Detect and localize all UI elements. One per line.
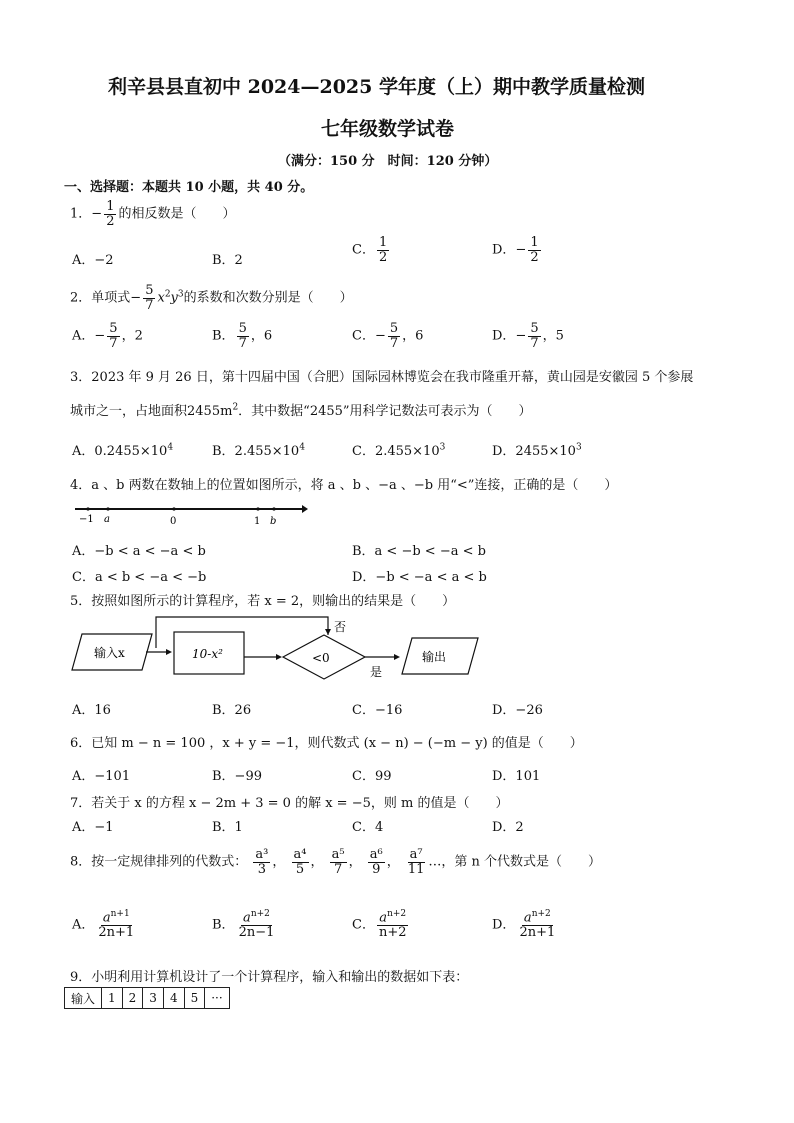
q5-option-d[interactable]: D．−26 xyxy=(492,703,543,718)
point-m1 xyxy=(86,507,89,510)
arrow-icon xyxy=(276,654,282,660)
question-3-line-1: 3．2023 年 9 月 26 日，第十四届中国（合肥）国际园林博览会在我市隆重开幕，黄山园是安徽园 5 个参展 xyxy=(70,370,694,385)
table-cell: 4 xyxy=(163,988,184,1009)
q4-option-a[interactable]: A．−b < a < −a < b xyxy=(72,544,206,559)
arrow-head-icon xyxy=(302,505,308,513)
label-b: b xyxy=(270,516,277,527)
q1-option-c[interactable]: C． $\frac{1}{2}$ xyxy=(352,235,388,265)
q2-option-a[interactable]: A．− $\frac{5}{7}$ ，2 xyxy=(72,321,143,351)
question-3-line-2: 城市之一，占地面积$2455m^2$．其中数据“2455”用科学记数法可表示为（ ） xyxy=(70,402,532,419)
point-a xyxy=(106,507,109,510)
table-cell: 输入 xyxy=(65,988,102,1009)
sequence-term: $\frac{\text{a⁵}}{7}$ xyxy=(331,847,345,877)
q2-option-c[interactable]: C．− $\frac{5}{7}$ ，6 xyxy=(352,321,424,351)
flowchart-figure xyxy=(70,612,480,694)
label-zero: 0 xyxy=(170,516,177,527)
q7-option-d[interactable]: D．2 xyxy=(492,820,524,835)
q6-option-c[interactable]: C．99 xyxy=(352,769,392,784)
section-heading: 一、选择题：本题共 10 小题，共 40 分。 xyxy=(64,180,314,195)
flow-calc-label: 10-x² xyxy=(192,647,223,661)
table-cell: 2 xyxy=(122,988,143,1009)
question-1: 1．− $\frac{1}{2}$ 的相反数是（ ） xyxy=(70,199,236,229)
point-b xyxy=(272,507,275,510)
sequence-term: $\frac{\text{a⁷}}{11}$ xyxy=(407,847,425,877)
fraction: $\frac{1}{2}$ xyxy=(106,199,115,229)
q8-option-c[interactable]: C． $\frac{a^{n+2}}{n+2}$ xyxy=(352,909,407,940)
flow-no-label: 否 xyxy=(334,620,347,634)
q3-option-b[interactable]: B．$2.455\times 10^4$ xyxy=(212,442,305,459)
q7-option-c[interactable]: C．4 xyxy=(352,820,384,835)
exam-subtitle: 七年级数学试卷 xyxy=(321,118,455,140)
q3-option-c[interactable]: C．$2.455\times 10^3$ xyxy=(352,442,446,459)
q7-option-a[interactable]: A．−1 xyxy=(72,820,114,835)
flow-input-label: 输入x xyxy=(94,646,125,660)
input-output-table xyxy=(64,987,230,1009)
question-7: 7．若关于 x 的方程 x − 2m + 3 = 0 的解 x = −5，则 m 的值是（ ） xyxy=(70,796,509,811)
arrow-down-icon xyxy=(325,629,331,635)
label-m1: −1 xyxy=(79,514,94,525)
q6-option-b[interactable]: B．−99 xyxy=(212,769,262,784)
q3-option-d[interactable]: D．$2455\times 10^3$ xyxy=(492,442,582,459)
q8-option-b[interactable]: B． $\frac{a^{n+2}}{2n-1}$ xyxy=(212,909,275,940)
q4-option-b[interactable]: B．a < −b < −a < b xyxy=(352,544,486,559)
label-a: a xyxy=(104,514,110,525)
q4-option-c[interactable]: C．a < b < −a < −b xyxy=(72,570,207,585)
page-title: 利辛县县直初中 2024—2025 学年度（上）期中教学质量检测 xyxy=(108,76,645,98)
number-line-figure xyxy=(70,498,310,528)
q2-option-d[interactable]: D．− $\frac{5}{7}$ ，5 xyxy=(492,321,564,351)
label-one: 1 xyxy=(254,516,261,527)
q4-option-d[interactable]: D．−b < −a < a < b xyxy=(352,570,487,585)
score-time: （满分：150 分 时间：120 分钟） xyxy=(278,154,498,169)
question-9: 9．小明利用计算机设计了一个计算程序，输入和输出的数据如下表： xyxy=(70,970,469,985)
sequence-term: $\frac{\text{a³}}{3}$ xyxy=(255,847,269,877)
flow-yes-label: 是 xyxy=(370,665,383,679)
question-8: 8．按一定规律排列的代数式： $\frac{\text{a³}}{3}$ ， $\frac{\text{a⁴}}{5}$ ， $\frac{\text{a⁵}}{7}$ ， $\frac{\text{a⁶}}{9}$ ， $\frac{\text{a⁷}}{11}$ …，第 n 个代数式是（ ） xyxy=(70,847,602,877)
q5-option-c[interactable]: C．−16 xyxy=(352,703,403,718)
q8-option-a[interactable]: A． $\frac{a^{n+1}}{2n+1}$ xyxy=(72,909,135,940)
question-6: 6．已知 m − n = 100 ，x + y = −1，则代数式 (x − n) − (−m − y) 的值是（ ） xyxy=(70,736,583,751)
question-5: 5．按照如图所示的计算程序，若 x = 2，则输出的结果是（ ） xyxy=(70,594,456,609)
question-4: 4．a 、b 两数在数轴上的位置如图所示，将 a 、b 、−a 、−b 用“<”连接，正确的是（ ） xyxy=(70,478,618,493)
q1-option-d[interactable]: D．− $\frac{1}{2}$ xyxy=(492,235,539,265)
q7-option-b[interactable]: B．1 xyxy=(212,820,243,835)
q6-option-a[interactable]: A．−101 xyxy=(72,769,131,784)
table-cell: ··· xyxy=(205,988,229,1009)
q3-option-a[interactable]: A．$0.2455\times 10^4$ xyxy=(72,442,174,459)
sequence-term: $\frac{\text{a⁴}}{5}$ xyxy=(293,847,307,877)
point-zero xyxy=(172,507,175,510)
q2-option-b[interactable]: B． $\frac{5}{7}$ ，6 xyxy=(212,321,273,351)
flow-condition-label: <0 xyxy=(312,651,330,665)
table-cell: 1 xyxy=(102,988,123,1009)
table-cell: 5 xyxy=(184,988,205,1009)
table-cell: 3 xyxy=(143,988,164,1009)
q6-option-d[interactable]: D．101 xyxy=(492,769,541,784)
arrow-icon xyxy=(394,654,400,660)
q5-option-b[interactable]: B．26 xyxy=(212,703,252,718)
table-row xyxy=(65,988,230,1009)
q8-option-d[interactable]: D． $\frac{a^{n+2}}{2n+1}$ xyxy=(492,909,556,940)
q5-option-a[interactable]: A．16 xyxy=(72,703,111,718)
flow-output-label: 输出 xyxy=(422,650,447,664)
arrow-icon xyxy=(166,649,172,655)
sequence-term: $\frac{\text{a⁶}}{9}$ xyxy=(369,847,383,877)
q1-option-b[interactable]: B．2 xyxy=(212,253,243,268)
question-2: 2．单项式− $\frac{5}{7}$ $x^2y^3$的系数和次数分别是（ ） xyxy=(70,283,353,313)
q1-option-a[interactable]: A．−2 xyxy=(72,253,114,268)
point-one xyxy=(256,507,259,510)
